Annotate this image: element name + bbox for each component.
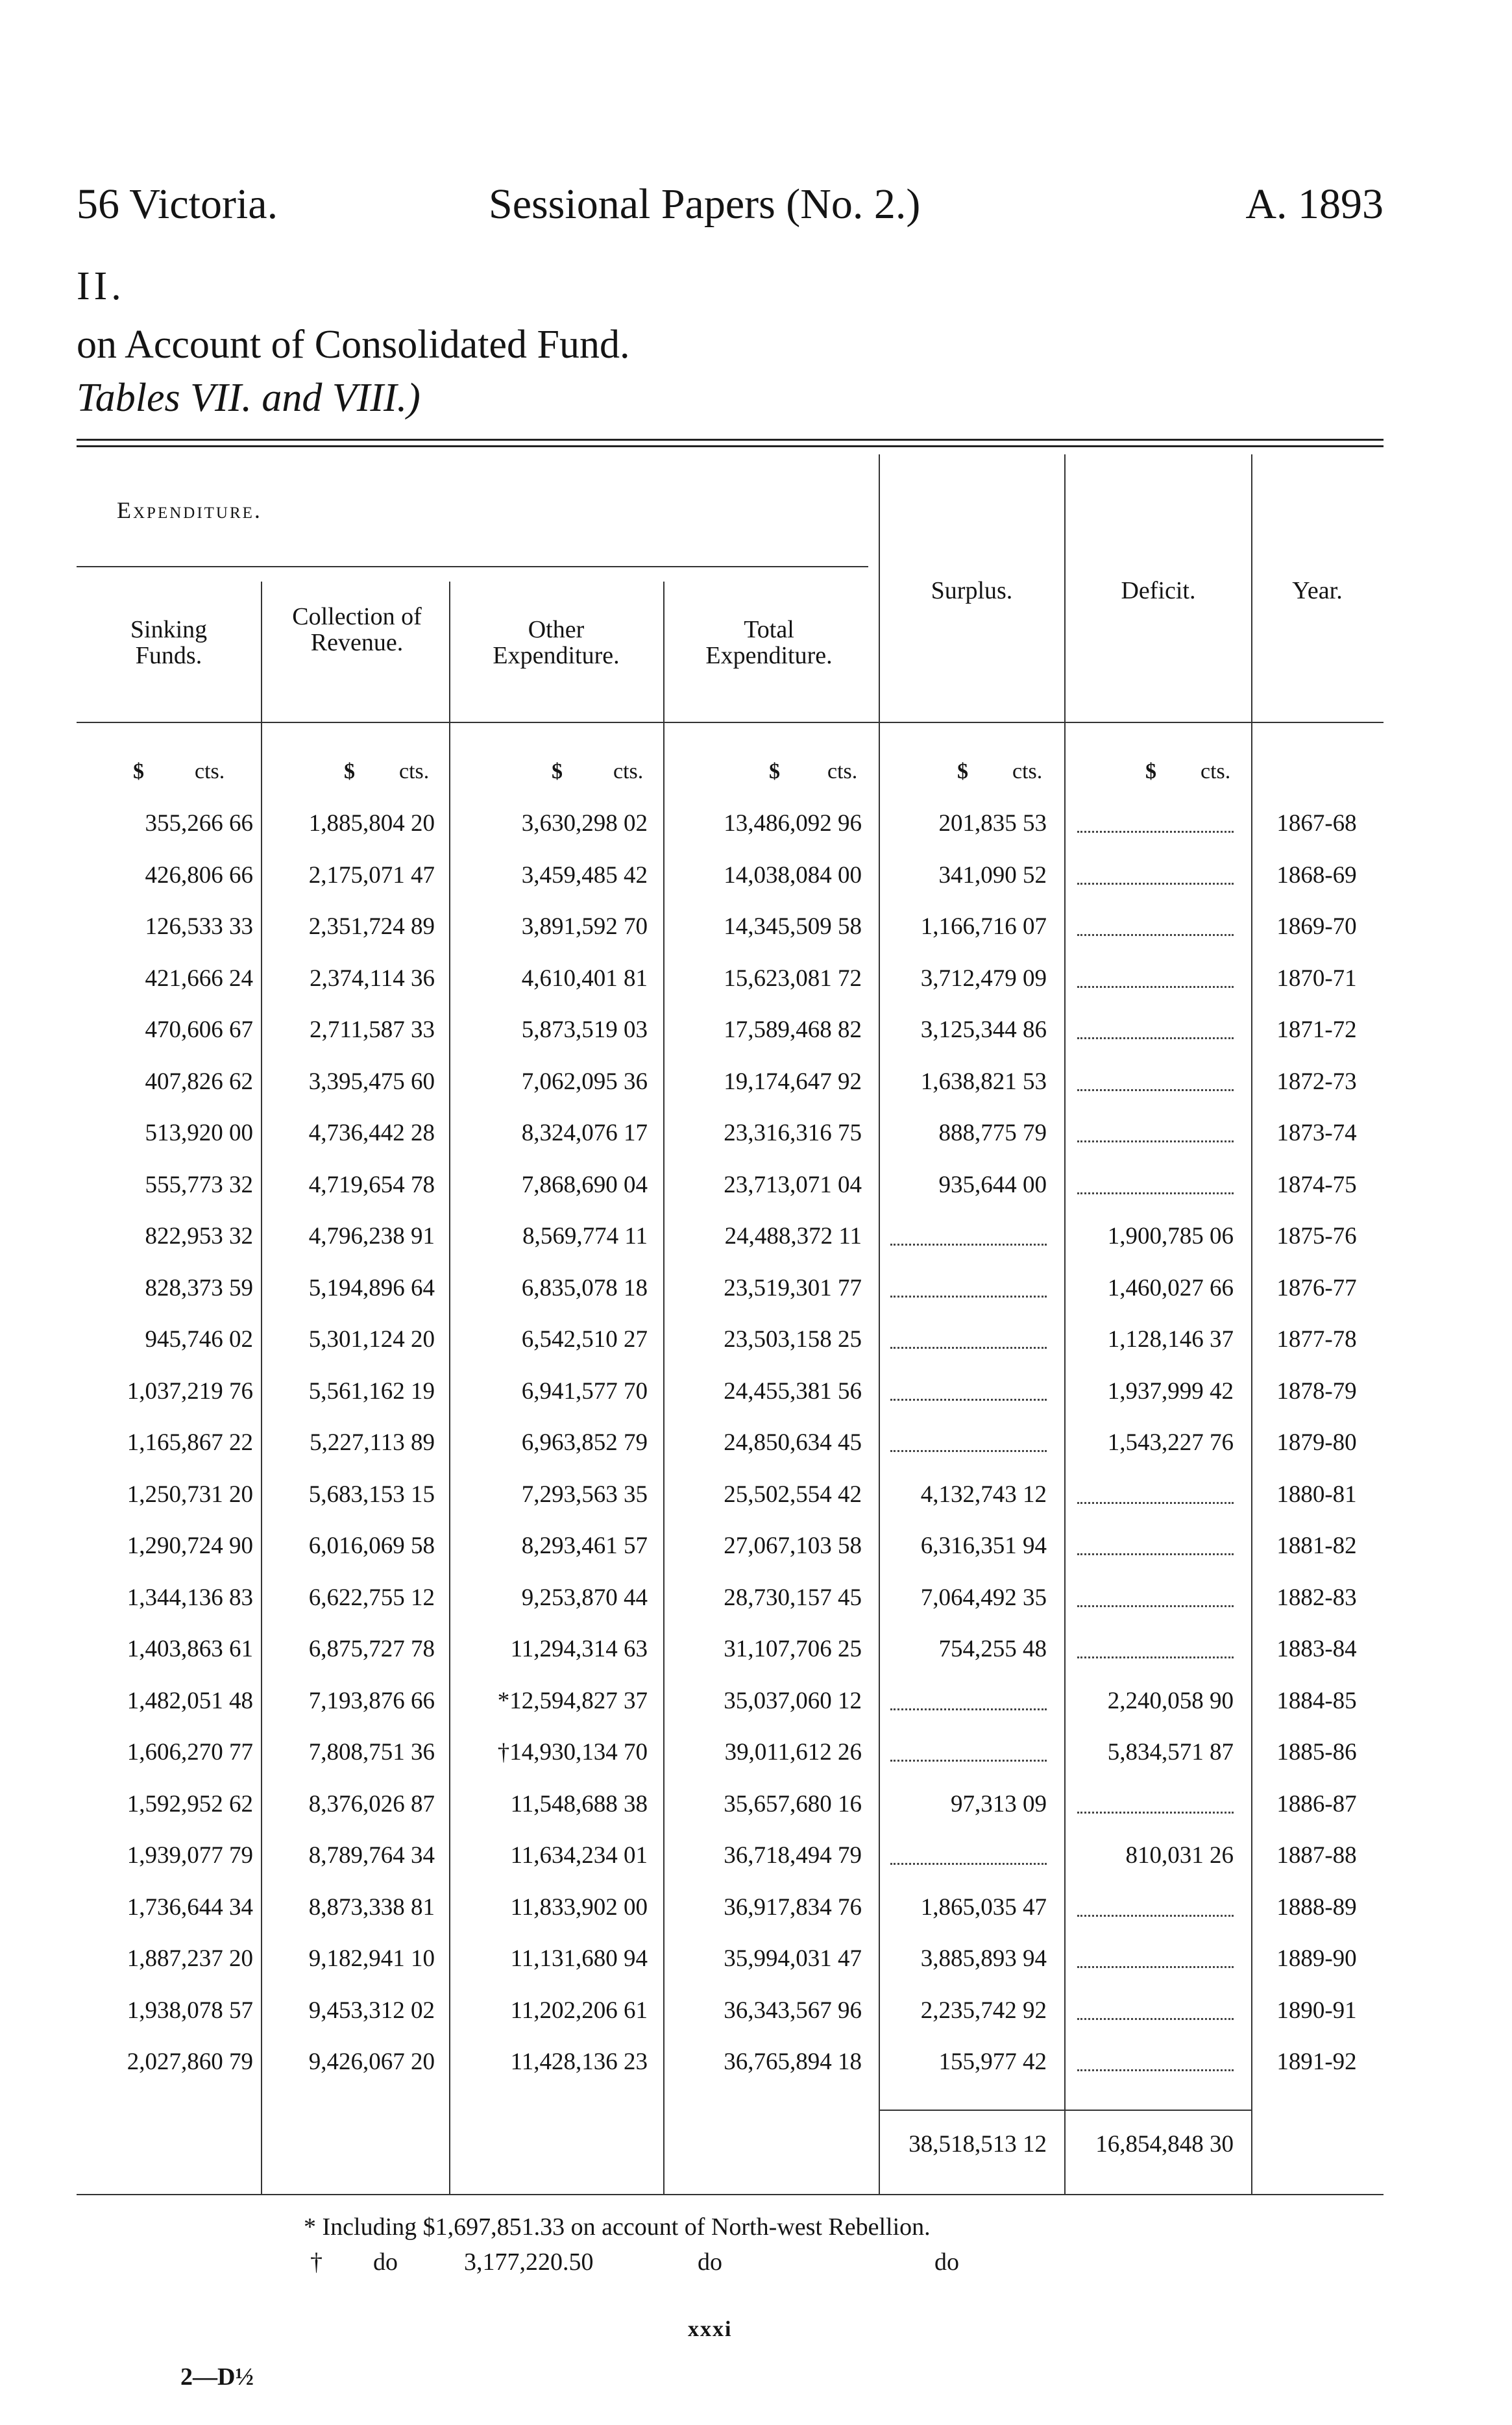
footnote-1-text: Including $1,697,851.33 on account of North-west Rebellion. [322,2213,931,2241]
header-title: Sessional Papers (No. 2.) [489,180,921,228]
cell-collection: 2,175,071 47 [308,862,435,889]
cell-deficit: 2,240,058 90 [1107,1688,1234,1714]
cell-total: 17,589,468 82 [724,1016,862,1043]
cell-year: 1883-84 [1276,1636,1357,1662]
table-top-rule-2 [77,445,1384,447]
cell-total: 36,765,894 18 [724,2049,862,2075]
cell-collection: 6,016,069 58 [308,1533,435,1559]
cell-year: 1872-73 [1276,1068,1357,1095]
cell-other: *12,594,827 37 [497,1688,648,1714]
cell-total: 35,037,060 12 [724,1688,862,1714]
footnote-2-amount: 3,177,220.50 [464,2248,594,2276]
header-bottom-rule [77,722,1384,723]
unit-cents-total: cts. [827,759,858,783]
leader-dots-deficit [1077,1812,1234,1814]
cell-total: 24,455,381 56 [724,1378,862,1405]
cell-other: 3,630,298 02 [521,810,648,837]
col-rule-1 [261,582,262,2194]
cell-year: 1876-77 [1276,1275,1357,1301]
cell-sinking: 1,250,731 20 [127,1481,253,1508]
col-header-collection: Collection of Revenue. [292,603,422,656]
cell-other: 6,963,852 79 [521,1429,648,1456]
cell-total: 23,713,071 04 [724,1172,862,1198]
cell-total: 35,657,680 16 [724,1791,862,1817]
cell-total: 27,067,103 58 [724,1533,862,1559]
cell-collection: 5,561,162 19 [308,1378,435,1405]
col-header-sinking-funds: Sinking Funds. [130,616,208,669]
cell-year: 1874-75 [1276,1172,1357,1198]
cell-year: 1889-90 [1276,1945,1357,1972]
leader-dots-deficit [1077,1089,1234,1091]
cell-year: 1881-82 [1276,1533,1357,1559]
unit-dollar-sinking: $ [133,759,144,783]
cell-other: †14,930,134 70 [497,1739,648,1766]
cell-surplus: 4,132,743 12 [920,1481,1047,1508]
unit-cents-other: cts. [613,759,644,783]
cell-surplus: 754,255 48 [938,1636,1047,1662]
cell-collection: 9,426,067 20 [308,2049,435,2075]
cell-sinking: 555,773 32 [145,1172,253,1198]
signature-mark: 2—D½ [180,2363,254,2391]
cell-sinking: 1,938,078 57 [127,1997,253,2024]
unit-cents-deficit: cts. [1201,759,1231,783]
cell-collection: 5,683,153 15 [308,1481,435,1508]
leader-dots-surplus [890,1347,1047,1349]
cell-sinking: 1,592,952 62 [127,1791,253,1817]
table-bottom-rule [77,2194,1384,2195]
leader-dots-deficit [1077,1192,1234,1194]
cell-year: 1868-69 [1276,862,1357,889]
cell-sinking: 1,887,237 20 [127,1945,253,1972]
cell-collection: 7,808,751 36 [308,1739,435,1766]
cell-other: 11,548,688 38 [510,1791,648,1817]
cell-sinking: 1,736,644 34 [127,1894,253,1921]
cell-collection: 2,711,587 33 [310,1016,435,1043]
cell-other: 8,324,076 17 [521,1120,648,1146]
leader-dots-surplus [890,1450,1047,1452]
cell-collection: 8,873,338 81 [308,1894,435,1921]
col-rule-6 [1251,454,1252,2194]
cell-collection: 6,622,755 12 [308,1584,435,1611]
unit-dollar-collection: $ [344,759,355,783]
cell-collection: 8,376,026 87 [308,1791,435,1817]
col-header-other-expenditure: Other Expenditure. [493,616,620,669]
group-label-expenditure: Expenditure. [117,497,262,523]
cell-other: 7,062,095 36 [521,1068,648,1095]
cell-sinking: 126,533 33 [145,913,253,940]
cell-collection: 4,719,654 78 [308,1172,435,1198]
leader-dots-deficit [1077,986,1234,988]
cell-total: 23,316,316 75 [724,1120,862,1146]
cell-year: 1880-81 [1276,1481,1357,1508]
leader-dots-deficit [1077,1966,1234,1968]
cell-collection: 5,301,124 20 [308,1326,435,1353]
unit-dollar-total: $ [769,759,780,783]
cell-sinking: 828,373 59 [145,1275,253,1301]
cell-total: 23,503,158 25 [724,1326,862,1353]
leader-dots-deficit [1077,1140,1234,1142]
cell-total: 36,917,834 76 [724,1894,862,1921]
cell-year: 1870-71 [1276,965,1357,992]
cell-collection: 4,796,238 91 [308,1223,435,1249]
cell-surplus: 1,638,821 53 [920,1068,1047,1095]
col-rule-2 [449,582,450,2194]
header-session: 56 Victoria. [77,180,278,228]
cell-sinking: 1,165,867 22 [127,1429,253,1456]
cell-total: 24,850,634 45 [724,1429,862,1456]
cell-other: 6,835,078 18 [521,1275,648,1301]
leader-dots-deficit [1077,1656,1234,1658]
cell-total: 31,107,706 25 [724,1636,862,1662]
cell-sinking: 1,344,136 83 [127,1584,253,1611]
cell-deficit: 1,460,027 66 [1107,1275,1234,1301]
cell-collection: 8,789,764 34 [308,1842,435,1869]
cell-year: 1869-70 [1276,913,1357,940]
col-header-deficit: Deficit. [1121,577,1196,604]
footnote-1 [304,2215,931,2239]
cell-surplus: 155,977 42 [938,2049,1047,2075]
cell-surplus: 1,166,716 07 [920,913,1047,940]
cell-sinking: 1,939,077 79 [127,1842,253,1869]
leader-dots-surplus [890,1244,1047,1246]
cell-sinking: 355,266 66 [145,810,253,837]
cell-year: 1879-80 [1276,1429,1357,1456]
cell-collection: 5,194,896 64 [308,1275,435,1301]
cell-sinking: 2,027,860 79 [127,2049,253,2075]
cell-collection: 1,885,804 20 [308,810,435,837]
cell-surplus: 201,835 53 [938,810,1047,837]
cell-other: 8,569,774 11 [522,1223,648,1249]
cell-collection: 9,453,312 02 [308,1997,435,2024]
leader-dots-deficit [1077,1502,1234,1504]
unit-cents-collection: cts. [399,759,430,783]
cell-other: 8,293,461 57 [521,1533,648,1559]
cell-year: 1887-88 [1276,1842,1357,1869]
leader-dots-deficit [1077,2069,1234,2071]
cell-other: 6,941,577 70 [521,1378,648,1405]
cell-sinking: 426,806 66 [145,862,253,889]
header-year: A. 1893 [1245,180,1384,228]
cell-deficit: 5,834,571 87 [1107,1739,1234,1766]
cell-other: 11,131,680 94 [510,1945,648,1972]
cell-total: 19,174,647 92 [724,1068,862,1095]
cell-surplus: 1,865,035 47 [920,1894,1047,1921]
cell-total: 36,343,567 96 [724,1997,862,2024]
cell-year: 1873-74 [1276,1120,1357,1146]
cell-deficit: 1,543,227 76 [1107,1429,1234,1456]
col-rule-4 [879,454,880,2194]
leader-dots-deficit [1077,1915,1234,1917]
cell-total: 23,519,301 77 [724,1275,862,1301]
leader-dots-surplus [890,1760,1047,1762]
cell-other: 11,202,206 61 [510,1997,648,2024]
cell-surplus: 935,644 00 [938,1172,1047,1198]
leader-dots-surplus [890,1399,1047,1401]
cell-collection: 3,395,475 60 [308,1068,435,1095]
leader-dots-surplus [890,1708,1047,1710]
cell-other: 3,459,485 42 [521,862,648,889]
cell-year: 1886-87 [1276,1791,1357,1817]
cell-sinking: 470,606 67 [145,1016,253,1043]
unit-cents-surplus: cts. [1012,759,1043,783]
cell-other: 7,293,563 35 [521,1481,648,1508]
cell-surplus: 3,712,479 09 [920,965,1047,992]
cell-collection: 6,875,727 78 [308,1636,435,1662]
total-deficit: 16,854,848 30 [1095,2131,1234,2158]
cell-year: 1867-68 [1276,810,1357,837]
leader-dots-deficit [1077,934,1234,936]
cell-total: 25,502,554 42 [724,1481,862,1508]
table-top-rule-1 [77,439,1384,441]
section-roman-numeral: II. [77,264,125,308]
footnote-1-mark: * [304,2213,316,2241]
cell-other: 3,891,592 70 [521,913,648,940]
cell-sinking: 513,920 00 [145,1120,253,1146]
cell-surplus: 3,125,344 86 [920,1016,1047,1043]
cell-collection: 7,193,876 66 [308,1688,435,1714]
cell-deficit: 810,031 26 [1125,1842,1234,1869]
cell-sinking: 822,953 32 [145,1223,253,1249]
cell-total: 28,730,157 45 [724,1584,862,1611]
leader-dots-deficit [1077,883,1234,885]
page-number: xxxi [688,2317,733,2341]
unit-dollar-surplus: $ [957,759,968,783]
col-header-surplus: Surplus. [931,577,1013,604]
cell-other: 11,634,234 01 [510,1842,648,1869]
cell-surplus: 6,316,351 94 [920,1533,1047,1559]
cell-deficit: 1,937,999 42 [1107,1378,1234,1405]
cell-other: 11,428,136 23 [510,2049,648,2075]
unit-cents-sinking: cts. [195,759,225,783]
group-underline [77,566,868,567]
cell-collection: 2,351,724 89 [308,913,435,940]
cell-total: 14,345,509 58 [724,913,862,940]
cell-year: 1890-91 [1276,1997,1357,2024]
cell-other: 4,610,401 81 [521,965,648,992]
cell-year: 1885-86 [1276,1739,1357,1766]
unit-dollar-deficit: $ [1145,759,1156,783]
cell-sinking: 1,403,863 61 [127,1636,253,1662]
cell-surplus: 341,090 52 [938,862,1047,889]
cell-collection: 5,227,113 89 [310,1429,435,1456]
cell-sinking: 421,666 24 [145,965,253,992]
cell-surplus: 888,775 79 [938,1120,1047,1146]
cell-surplus: 97,313 09 [951,1791,1047,1817]
footnote-2-do-2: do [698,2248,722,2276]
cell-year: 1878-79 [1276,1378,1357,1405]
col-rule-5 [1064,454,1066,2194]
cell-sinking: 945,746 02 [145,1326,253,1353]
footnote-2-do-3: do [934,2248,959,2276]
cell-sinking: 1,482,051 48 [127,1688,253,1714]
cell-total: 35,994,031 47 [724,1945,862,1972]
cell-year: 1884-85 [1276,1688,1357,1714]
section-account-line: on Account of Consolidated Fund. [77,323,630,367]
leader-dots-surplus [890,1296,1047,1298]
cell-year: 1882-83 [1276,1584,1357,1611]
cell-collection: 2,374,114 36 [310,965,435,992]
leader-dots-deficit [1077,1605,1234,1607]
cell-total: 15,623,081 72 [724,965,862,992]
footnote-2-do-1: do [373,2248,398,2276]
cell-collection: 4,736,442 28 [308,1120,435,1146]
cell-total: 14,038,084 00 [724,862,862,889]
leader-dots-deficit [1077,2018,1234,2020]
cell-other: 6,542,510 27 [521,1326,648,1353]
leader-dots-surplus [890,1863,1047,1865]
cell-year: 1871-72 [1276,1016,1357,1043]
col-rule-3 [663,582,665,2194]
cell-sinking: 1,290,724 90 [127,1533,253,1559]
cell-sinking: 1,606,270 77 [127,1739,253,1766]
total-surplus: 38,518,513 12 [908,2131,1047,2158]
cell-surplus: 7,064,492 35 [920,1584,1047,1611]
col-header-total-expenditure: Total Expenditure. [705,616,833,669]
cell-year: 1877-78 [1276,1326,1357,1353]
cell-collection: 9,182,941 10 [308,1945,435,1972]
cell-other: 11,833,902 00 [510,1894,648,1921]
cell-sinking: 407,826 62 [145,1068,253,1095]
leader-dots-deficit [1077,1037,1234,1039]
cell-other: 11,294,314 63 [510,1636,648,1662]
cell-total: 39,011,612 26 [724,1739,862,1766]
cell-total: 36,718,494 79 [724,1842,862,1869]
cell-deficit: 1,128,146 37 [1107,1326,1234,1353]
cell-surplus: 3,885,893 94 [920,1945,1047,1972]
totals-rule [879,2110,1251,2111]
cell-other: 5,873,519 03 [521,1016,648,1043]
cell-other: 7,868,690 04 [521,1172,648,1198]
cell-deficit: 1,900,785 06 [1107,1223,1234,1249]
cell-year: 1888-89 [1276,1894,1357,1921]
cell-year: 1875-76 [1276,1223,1357,1249]
cell-total: 24,488,372 11 [724,1223,862,1249]
section-tables-line: Tables VII. and VIII.) [77,376,421,420]
footnote-2-mark: † [310,2248,323,2276]
cell-total: 13,486,092 96 [724,810,862,837]
leader-dots-deficit [1077,1553,1234,1555]
cell-surplus: 2,235,742 92 [920,1997,1047,2024]
cell-sinking: 1,037,219 76 [127,1378,253,1405]
unit-dollar-other: $ [552,759,563,783]
cell-year: 1891-92 [1276,2049,1357,2075]
leader-dots-deficit [1077,831,1234,833]
cell-other: 9,253,870 44 [521,1584,648,1611]
col-header-year: Year. [1292,577,1343,604]
